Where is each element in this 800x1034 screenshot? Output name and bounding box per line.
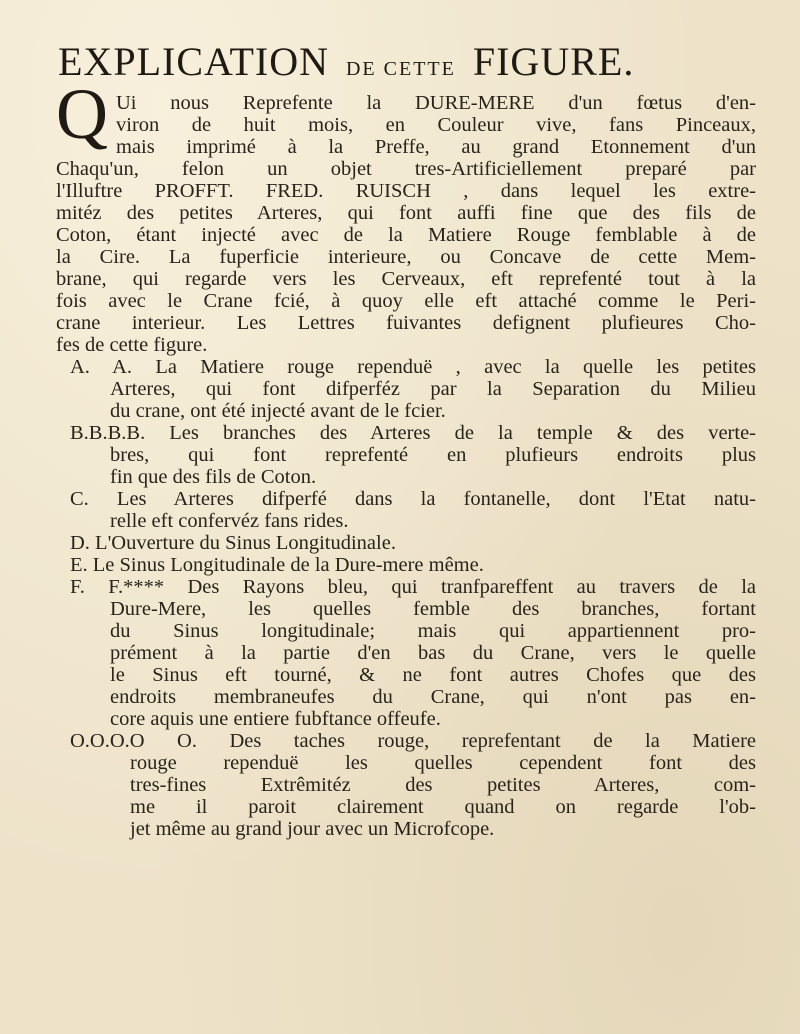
entry-line: C. Les Arteres difperfé dans la fontanelle, dont l'Etat natu- [70, 488, 756, 510]
entry-d [70, 532, 756, 554]
intro-line: fes de cette figure. [56, 334, 208, 356]
entry-line: du Sinus longitudinale; mais qui appartiennent pro- [110, 620, 756, 642]
entry-line: du crane, ont été injecté avant de le fcier. [110, 400, 446, 422]
entry-line: rouge rependuë les quelles cependent font des [130, 752, 756, 774]
intro-line: viron de huit mois, en Couleur vive, fans Pinceaux, [116, 114, 756, 136]
entry-line: prément à la partie d'en bas du Crane, vers le quelle [110, 642, 756, 664]
intro-line: Chaqu'un, felon un objet tres-Artificiellement preparé par [56, 158, 756, 180]
page-title [58, 38, 758, 85]
intro-paragraph [56, 92, 756, 356]
entry-line: D. L'Ouverture du Sinus Longitudinale. [70, 532, 396, 554]
entry-e [70, 554, 756, 576]
intro-line: fois avec le Crane fcié, à quoy elle eft attaché comme le Peri- [56, 290, 756, 312]
entry-line: endroits membraneufes du Crane, qui n'ont pas en- [110, 686, 756, 708]
intro-line: mais imprimé à la Preffe, au grand Etonnement d'un [116, 136, 756, 158]
title-word-figure: FIGURE. [472, 39, 635, 84]
intro-line: l'Illuftre PROFFT. FRED. RUISCH , dans lequel les extre- [56, 180, 756, 202]
entry-line: O.O.O.O O. Des taches rouge, reprefentant de la Matiere [70, 730, 756, 752]
entry-line: F. F.**** Des Rayons bleu, qui tranfpareffent au travers de la [70, 576, 756, 598]
intro-line: brane, qui regarde vers les Cerveaux, eft reprefenté tout à la [56, 268, 756, 290]
intro-line: Ui nous Reprefente la DURE-MERE d'un fœtus d'en- [116, 92, 756, 114]
entry-line: Dure-Mere, les quelles femble des branches, fortant [110, 598, 756, 620]
entry-c [70, 488, 756, 532]
intro-line: Coton, étant injecté avec de la Matiere Rouge femblable à de [56, 224, 756, 246]
entry-line: le Sinus eft tourné, & ne font autres Chofes que des [110, 664, 756, 686]
intro-line: crane interieur. Les Lettres fuivantes defignent plufieures Cho- [56, 312, 756, 334]
entry-line: core aquis une entiere fubftance offeufe. [110, 708, 441, 730]
entry-line: Arteres, qui font difperféz par la Separation du Milieu [110, 378, 756, 400]
entry-line: fin que des fils de Coton. [110, 466, 317, 488]
title-small-caps: DE CETTE [345, 58, 456, 80]
entry-line: me il paroit clairement quand on regarde l'ob- [130, 796, 756, 818]
entry-line: A. A. La Matiere rouge rependuë , avec la quelle les petites [70, 356, 756, 378]
legend-entries [70, 356, 756, 840]
entry-line: E. Le Sinus Longitudinale de la Dure-mere même. [70, 554, 484, 576]
entry-line: B.B.B.B. Les branches des Arteres de la temple & des verte- [70, 422, 756, 444]
entry-f [70, 576, 756, 730]
entry-line: tres-fines Extrêmitéz des petites Arteres, com- [130, 774, 756, 796]
entry-line: relle eft confervéz fans rides. [110, 510, 349, 532]
intro-line: la Cire. La fuperficie interieure, ou Concave de cette Mem- [56, 246, 756, 268]
entry-line: jet même au grand jour avec un Microfcope. [130, 818, 495, 840]
entry-b [70, 422, 756, 488]
intro-line: mitéz des petites Arteres, qui font auffi fine que des fils de [56, 202, 756, 224]
drop-cap: Q [56, 74, 108, 154]
entry-o [70, 730, 756, 840]
entry-line: bres, qui font reprefenté en plufieurs endroits plus [110, 444, 756, 466]
title-word-explication: EXPLICATION [58, 39, 329, 84]
entry-a [70, 356, 756, 422]
